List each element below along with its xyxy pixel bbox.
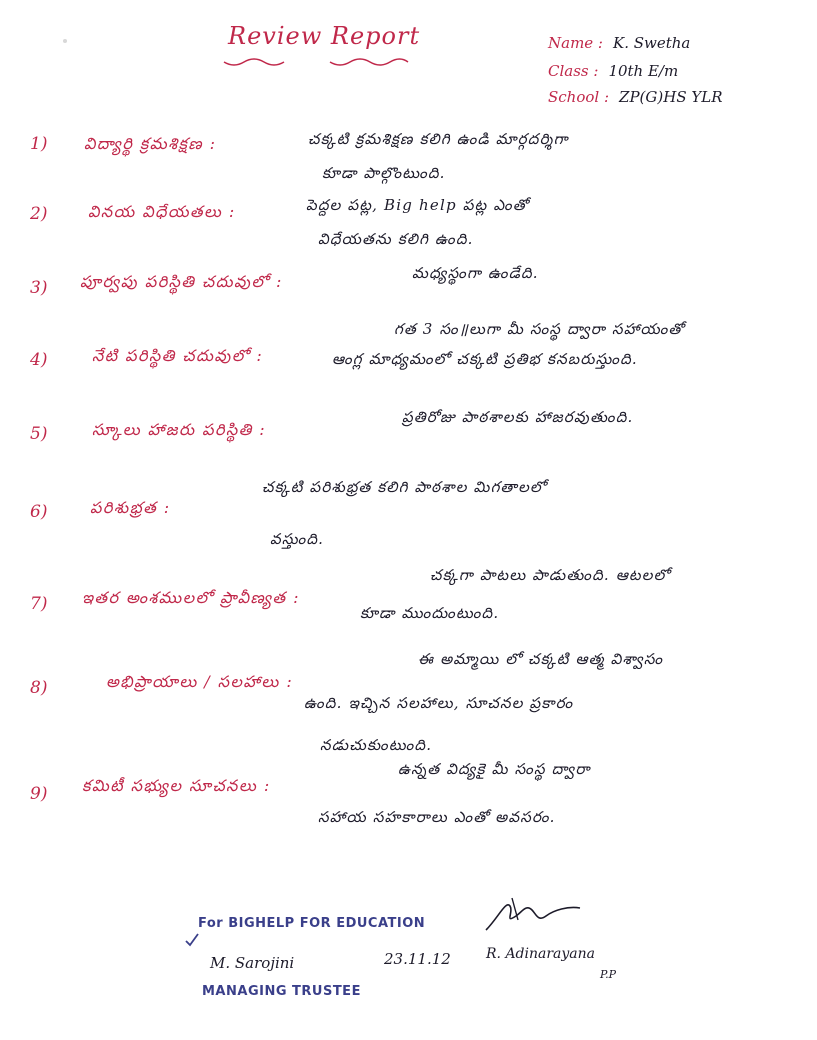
item-text-line: వస్తుంది. bbox=[270, 530, 325, 548]
item-label: ఇతర అంశములలో ప్రావీణ్యత : bbox=[82, 588, 300, 607]
item-text-line: ఉన్నత విద్యకై మీ సంస్థ ద్వారా bbox=[398, 760, 591, 778]
item-label: నేటి పరిస్థితి చదువులో : bbox=[92, 346, 264, 365]
headmaster-signature: R. Adinarayana bbox=[486, 946, 596, 962]
item-text-line: విధేయతను కలిగి ఉంది. bbox=[318, 230, 474, 248]
item-text-line: చక్కగా పాటలు పాడుతుంది. ఆటలలో bbox=[430, 566, 671, 584]
item-label: అభిప్రాయాలు / సలహాలు : bbox=[106, 672, 294, 691]
item-number: 6) bbox=[30, 502, 48, 522]
meta-class-value: 10th E/m bbox=[608, 62, 679, 80]
page-title: Review Report bbox=[228, 22, 421, 50]
item-number: 7) bbox=[30, 594, 48, 614]
item-text-line: చక్కటి క్రమశిక్షణ కలిగి ఉండి మార్గదర్శిగా bbox=[308, 130, 569, 148]
item-number: 4) bbox=[30, 350, 48, 370]
item-number: 2) bbox=[30, 204, 48, 224]
check-icon bbox=[184, 932, 200, 948]
item-text-line: ఈ అమ్మాయి లో చక్కటి ఆత్మ విశ్వాసం bbox=[418, 650, 664, 668]
meta-class-key: Class : bbox=[548, 62, 599, 80]
meta-school-value: ZP(G)HS YLR bbox=[619, 88, 723, 106]
meta-class bbox=[548, 62, 678, 80]
item-label: పూర్వపు పరిస్థితి చదువులో : bbox=[80, 272, 283, 291]
report-date: 23.11.12 bbox=[384, 950, 451, 968]
meta-name-value: K. Swetha bbox=[613, 34, 691, 52]
item-number: 9) bbox=[30, 784, 48, 804]
meta-name-key: Name : bbox=[548, 34, 603, 52]
item-text-line: గత 3 సం॥లుగా మీ సంస్థ ద్వారా సహాయంతో bbox=[394, 320, 685, 338]
meta-name bbox=[548, 34, 690, 52]
item-label: విద్యార్థి క్రమశిక్షణ : bbox=[84, 134, 217, 153]
item-label: వినయ విధేయతలు : bbox=[88, 202, 236, 221]
stamp-organization: For BIGHELP FOR EDUCATION bbox=[198, 916, 426, 931]
item-text-line: మధ్యస్థంగా ఉండేది. bbox=[412, 264, 539, 282]
item-number: 1) bbox=[30, 134, 48, 154]
item-text-line: సహాయ సహకారాలు ఎంతో అవసరం. bbox=[318, 808, 556, 826]
signer-name: M. Sarojini bbox=[210, 954, 295, 972]
signature-scribble bbox=[476, 894, 586, 938]
meta-school bbox=[548, 88, 723, 106]
item-label: పరిశుభ్రత : bbox=[90, 498, 171, 517]
item-number: 3) bbox=[30, 278, 48, 298]
item-text-line: కూడా పాల్గొంటుంది. bbox=[322, 164, 446, 182]
item-text-line: ఉంది. ఇచ్చిన సలహాలు, సూచనల ప్రకారం bbox=[304, 694, 574, 712]
item-number: 5) bbox=[30, 424, 48, 444]
meta-school-key: School : bbox=[548, 88, 610, 106]
item-text-line: పెద్దల పట్ల, Big help పట్ల ఎంతో bbox=[306, 196, 529, 214]
item-text-line: ఆంగ్ల మాధ్యమంలో చక్కటి ప్రతిభ కనబరుస్తుంది. bbox=[332, 350, 638, 368]
paper-speck bbox=[62, 38, 68, 44]
item-label: స్కూలు హాజరు పరిస్థితి : bbox=[92, 420, 267, 439]
item-text-line: ప్రతిరోజు పాఠశాలకు హాజరవుతుంది. bbox=[402, 408, 634, 426]
headmaster-title: P.P bbox=[600, 968, 617, 981]
item-text-line: చక్కటి పరిశుభ్రత కలిగి పాఠశాల మిగతాలలో bbox=[262, 478, 547, 496]
item-label: కమిటీ సభ్యుల సూచనలు : bbox=[82, 776, 271, 795]
item-text-line: నడుచుకుంటుంది. bbox=[320, 736, 433, 754]
item-text-line: కూడా ముందుంటుంది. bbox=[360, 604, 500, 622]
item-number: 8) bbox=[30, 678, 48, 698]
stamp-title: MANAGING TRUSTEE bbox=[202, 984, 361, 999]
title-underline bbox=[222, 56, 422, 70]
